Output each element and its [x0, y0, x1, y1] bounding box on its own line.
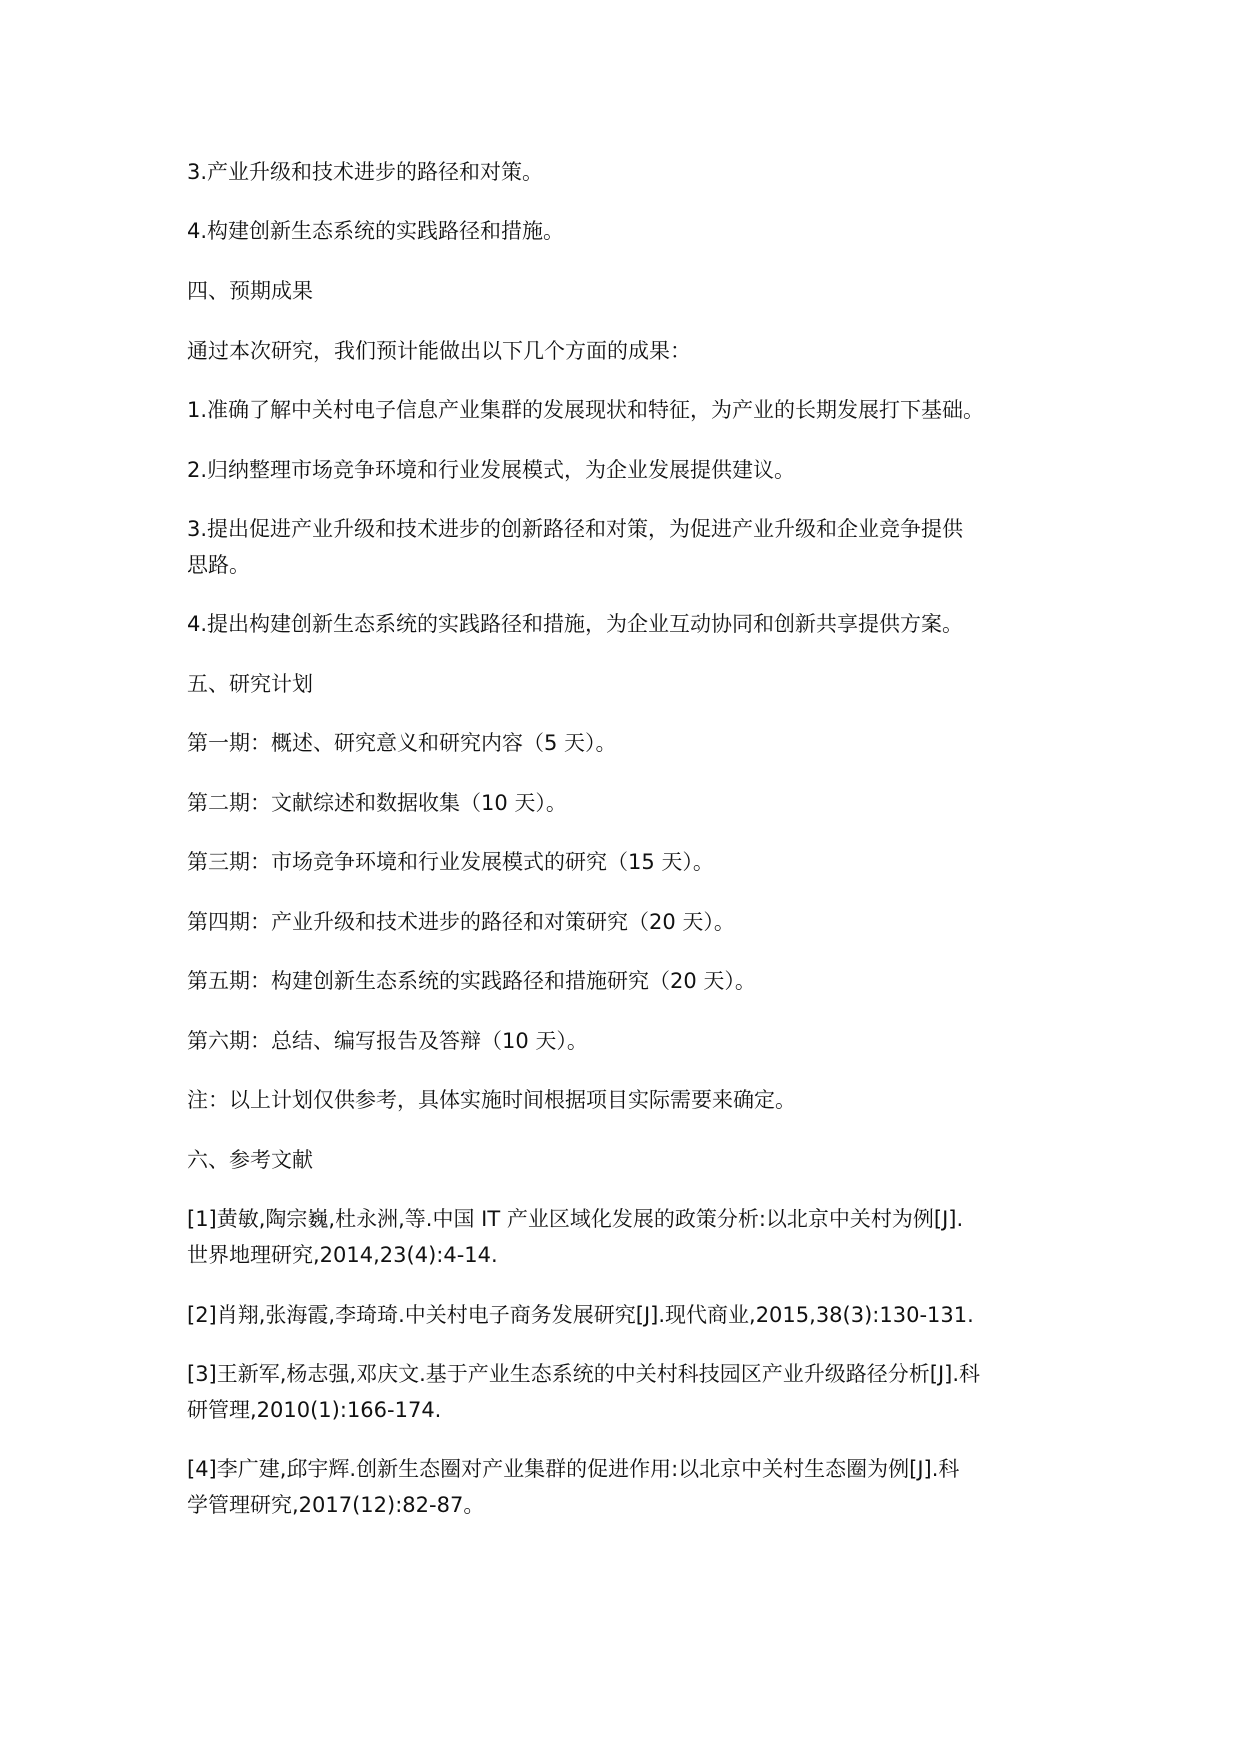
- plan-phase-5: 第五期：构建创新生态系统的实践路径和措施研究（20 天）。: [187, 969, 756, 993]
- section-heading-expected-results: 四、预期成果: [187, 279, 313, 303]
- result-item-2: 2.归纳整理市场竞争环境和行业发展模式，为企业发展提供建议。: [187, 458, 796, 482]
- reference-4: [4]李广建,邱宇辉.创新生态圈对产业集群的促进作用:以北京中关村生态圈为例[J].科: [187, 1457, 960, 1481]
- reference-3: [3]王新军,杨志强,邓庆文.基于产业生态系统的中关村科技园区产业升级路径分析[J].科: [187, 1362, 981, 1386]
- reference-4-cont: 学管理研究,2017(12):82-87。: [187, 1493, 485, 1517]
- plan-phase-3: 第三期：市场竞争环境和行业发展模式的研究（15 天）。: [187, 850, 714, 874]
- reference-2: [2]肖翔,张海霞,李琦琦.中关村电子商务发展研究[J].现代商业,2015,38(3):130-131.: [187, 1303, 974, 1327]
- result-item-3-cont: 思路。: [187, 553, 250, 577]
- plan-phase-1: 第一期：概述、研究意义和研究内容（5 天）。: [187, 731, 617, 755]
- result-item-1: 1.准确了解中关村电子信息产业集群的发展现状和特征，为产业的长期发展打下基础。: [187, 398, 985, 422]
- reference-1-cont: 世界地理研究,2014,23(4):4-14.: [187, 1243, 498, 1267]
- section-heading-research-plan: 五、研究计划: [187, 672, 313, 696]
- section-heading-references: 六、参考文献: [187, 1148, 313, 1172]
- plan-phase-2: 第二期：文献综述和数据收集（10 天）。: [187, 791, 567, 815]
- result-item-4: 4.提出构建创新生态系统的实践路径和措施，为企业互动协同和创新共享提供方案。: [187, 612, 964, 636]
- reference-1: [1]黄敏,陶宗巍,杜永洲,等.中国 IT 产业区域化发展的政策分析:以北京中关村为例[J].: [187, 1207, 964, 1231]
- plan-phase-4: 第四期：产业升级和技术进步的路径和对策研究（20 天）。: [187, 910, 735, 934]
- paragraph-intro: 通过本次研究，我们预计能做出以下几个方面的成果：: [187, 339, 691, 363]
- plan-note: 注：以上计划仅供参考，具体实施时间根据项目实际需要来确定。: [187, 1088, 796, 1112]
- list-item-content-3: 3.产业升级和技术进步的路径和对策。: [187, 160, 544, 184]
- result-item-3: 3.提出促进产业升级和技术进步的创新路径和对策，为促进产业升级和企业竞争提供: [187, 517, 964, 541]
- plan-phase-6: 第六期：总结、编写报告及答辩（10 天）。: [187, 1029, 588, 1053]
- list-item-content-4: 4.构建创新生态系统的实践路径和措施。: [187, 219, 565, 243]
- reference-3-cont: 研管理,2010(1):166-174.: [187, 1398, 442, 1422]
